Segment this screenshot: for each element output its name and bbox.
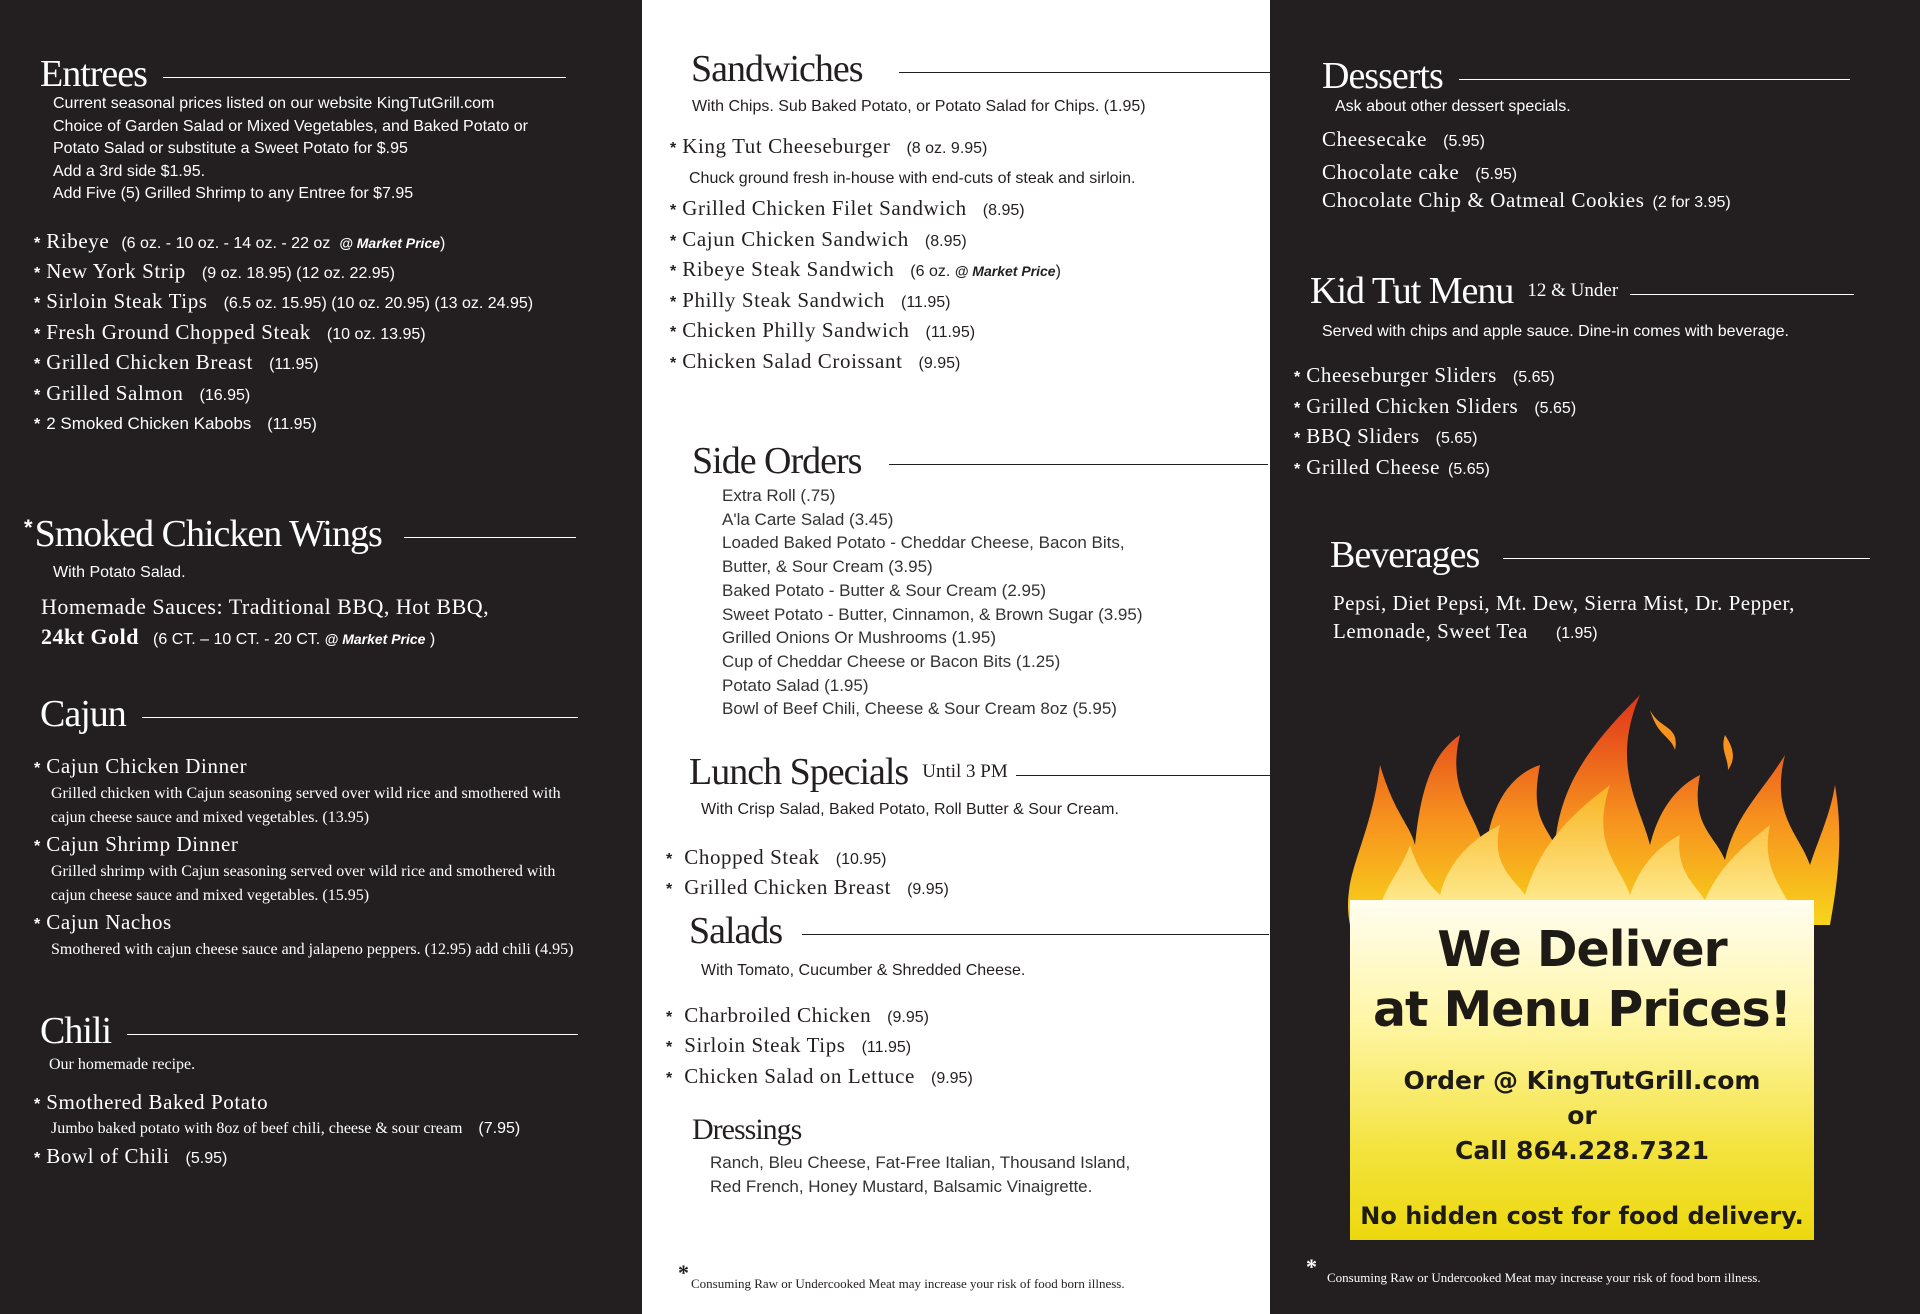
order-link[interactable]: Order @ KingTutGrill.com (1403, 1066, 1761, 1095)
item-price: (6 oz. - 10 oz. - 14 oz. - 22 oz @ Market Price) (121, 235, 446, 252)
item-name: Chicken Salad Croissant (682, 349, 903, 373)
flames-illustration (1340, 695, 1840, 925)
divider (127, 1034, 578, 1035)
salads-heading (689, 912, 1269, 950)
intro-line: Add a 3rd side $1.95. (53, 162, 206, 180)
delivery-promo (1350, 900, 1814, 1240)
lunch-subtitle: With Crisp Salad, Baked Potato, Roll Butter & Sour Cream. (701, 801, 1119, 818)
divider (1503, 558, 1870, 559)
divider (1630, 294, 1854, 295)
menu-item-cajun-shrimp-dinner: * Cajun Shrimp Dinner (34, 832, 239, 856)
menu-item-new-york-strip: * New York Strip (9 oz. 18.95) (12 oz. 22.95) (34, 259, 395, 283)
menu-item-grilled-chicken-breast: * Grilled Chicken Breast (11.95) (34, 350, 319, 374)
item-name: Grilled Chicken Breast (46, 350, 254, 374)
item-price: (8 oz. 9.95) (906, 140, 988, 157)
divider (163, 77, 566, 78)
desserts-heading (1322, 57, 1850, 95)
item-name: Chicken Salad on Lettuce (684, 1064, 915, 1088)
menu-item-cajun-chicken-sandwich: * Cajun Chicken Sandwich (8.95) (670, 227, 967, 251)
menu-item-cheeseburger-sliders: * Cheeseburger Sliders (5.65) (1294, 363, 1555, 387)
lunch-specials-heading (689, 753, 1274, 791)
item-price: (8.95) (982, 202, 1025, 219)
entrees-heading (40, 55, 566, 93)
menu-item-smothered-baked-potato: * Smothered Baked Potato (34, 1090, 269, 1114)
item-name: Sirloin Steak Tips (46, 289, 208, 313)
item-price: (9 oz. 18.95) (12 oz. 22.95) (201, 265, 395, 282)
menu-item-king-tut-cheeseburger: * King Tut Cheeseburger (8 oz. 9.95) (670, 134, 988, 158)
wings-subtitle: With Potato Salad. (53, 564, 186, 581)
dressings-list: Ranch, Bleu Cheese, Fat-Free Italian, Thousand Island, Red French, Honey Mustard, Balsamic Vinaigrette. (710, 1153, 1131, 1196)
item-price: (5.95) (185, 1150, 228, 1167)
chili-title: Chili (40, 1010, 112, 1052)
item-name: Chicken Philly Sandwich (682, 318, 910, 342)
item-price: (9.95) (887, 1009, 929, 1026)
chili-heading (40, 1012, 578, 1050)
item-name: Cajun Shrimp Dinner (46, 832, 239, 856)
menu-item-grilled-chicken-sliders: * Grilled Chicken Sliders (5.65) (1294, 394, 1577, 418)
item-price: (6 oz. @ Market Price) (910, 263, 1061, 280)
food-safety-disclaimer: * Consuming Raw or Undercooked Meat may increase your risk of food born illness. (678, 1260, 1125, 1291)
item-name: Grilled Cheese (1306, 455, 1441, 479)
item-price: (11.95) (267, 416, 317, 433)
list-item: Sweet Potato - Butter, Cinnamon, & Brown Sugar (3.95) (722, 604, 1143, 624)
menu-item-grilled-salmon: * Grilled Salmon (16.95) (34, 381, 251, 405)
promo-footer: No hidden cost for food delivery. (1360, 1202, 1804, 1230)
divider (404, 537, 576, 538)
item-price: (5.65) (1448, 461, 1490, 478)
menu-item-lunch-chopped-steak: * Chopped Steak (10.95) (666, 845, 887, 869)
list-item: Loaded Baked Potato - Cheddar Cheese, Bacon Bits, (722, 533, 1125, 553)
cajun-heading (40, 695, 578, 733)
divider (1016, 775, 1274, 776)
divider (899, 72, 1271, 73)
intro-line: Current seasonal prices listed on our website KingTutGrill.com (53, 95, 495, 112)
item-description: Jumbo baked potato with 8oz of beef chili, cheese & sour cream (7.95) (51, 1120, 521, 1137)
item-description: Grilled shrimp with Cajun seasoning served over wild rice and smothered with cajun cheese sauce and mixed vegetables. (15.95) (51, 863, 556, 904)
entrees-intro (53, 93, 528, 206)
menu-item-charbroiled-chicken: * Charbroiled Chicken (9.95) (666, 1003, 929, 1027)
entrees-title: Entrees (40, 53, 147, 95)
menu-item-cajun-chicken-dinner: * Cajun Chicken Dinner (34, 754, 248, 778)
list-item: A'la Carte Salad (3.45) (722, 509, 894, 529)
menu-item-bbq-sliders: * BBQ Sliders (5.65) (1294, 424, 1478, 448)
menu-item-ribeye: * Ribeye (6 oz. - 10 oz. - 14 oz. - 22 oz @ Market Price) (34, 229, 446, 253)
menu-item-chicken-salad-croissant: * Chicken Salad Croissant (9.95) (670, 349, 961, 373)
kids-menu-heading (1310, 272, 1854, 310)
menu-item-chocolate-cake (1322, 160, 1517, 185)
item-name: Philly Steak Sandwich (682, 288, 885, 312)
left-panel (0, 0, 642, 1314)
sandwiches-heading (691, 50, 1271, 88)
item-name: 2 Smoked Chicken Kabobs (46, 414, 252, 433)
item-name: Grilled Chicken Sliders (1306, 394, 1519, 418)
item-price: (6.5 oz. 15.95) (10 oz. 20.95) (13 oz. 24.95) (223, 295, 534, 312)
side-orders-heading (692, 442, 1268, 480)
item-name: Fresh Ground Chopped Steak (46, 320, 311, 344)
item-name: Ribeye (46, 229, 110, 253)
lunch-specials-title: Lunch Specials (689, 751, 909, 793)
kids-menu-title: Kid Tut Menu (1310, 270, 1514, 312)
menu-item-lunch-grilled-chicken: * Grilled Chicken Breast (9.95) (666, 875, 949, 899)
item-price: (5.95) (1475, 166, 1518, 183)
burger-note: Chuck ground fresh in-house with end-cuts of steak and sirloin. (689, 170, 1136, 187)
item-name: Grilled Chicken Filet Sandwich (682, 196, 967, 220)
sandwiches-subtitle: With Chips. Sub Baked Potato, or Potato Salad for Chips. (1.95) (692, 98, 1146, 115)
item-name: BBQ Sliders (1306, 424, 1420, 448)
item-price: (5.65) (1435, 430, 1478, 447)
item-price: (16.95) (199, 387, 251, 404)
beverages-list: Pepsi, Diet Pepsi, Mt. Dew, Sierra Mist, Dr. Pepper, Lemonade, Sweet Tea (1.95) (1333, 591, 1795, 643)
salads-title: Salads (689, 910, 783, 952)
beverages-title: Beverages (1330, 534, 1480, 576)
promo-headline: We Deliver at Menu Prices! (1372, 921, 1792, 1038)
salads-subtitle: With Tomato, Cucumber & Shredded Cheese. (701, 962, 1026, 979)
lunch-until: Until 3 PM (922, 761, 1008, 782)
item-price: (11.95) (925, 324, 976, 341)
item-price: (11.95) (269, 356, 319, 373)
item-price: (11.95) (861, 1039, 912, 1056)
phone-number[interactable]: Call 864.228.7321 (1454, 1136, 1709, 1165)
item-price: (11.95) (901, 294, 951, 311)
side-orders-list (722, 484, 1143, 721)
promo-or: or (1567, 1101, 1597, 1130)
item-price: (10.95) (835, 851, 887, 868)
menu-item-bowl-of-chili: * Bowl of Chili (5.95) (34, 1144, 228, 1168)
desserts-title: Desserts (1322, 55, 1443, 97)
list-item: Butter, & Sour Cream (3.95) (722, 557, 933, 577)
menu-item-cookies (1322, 188, 1731, 213)
menu-item-philly-steak-sandwich: * Philly Steak Sandwich (11.95) (670, 288, 951, 312)
menu-item-chicken-kabobs: * 2 Smoked Chicken Kabobs (11.95) (34, 414, 317, 433)
list-item: Extra Roll (.75) (722, 486, 836, 505)
wings-sauces: Homemade Sauces: Traditional BBQ, Hot BBQ, 24kt Gold (6 CT. – 10 CT. - 20 CT. @ Market Price ) (41, 594, 490, 649)
middle-panel (642, 0, 1270, 1314)
sandwiches-title: Sandwiches (691, 48, 863, 90)
item-name: New York Strip (46, 259, 186, 283)
item-description: Smothered with cajun cheese sauce and jalapeno peppers. (12.95) add chili (4.95) (51, 941, 574, 958)
kids-subtitle: Served with chips and apple sauce. Dine-in comes with beverage. (1322, 323, 1789, 340)
item-name: Chopped Steak (684, 845, 820, 869)
intro-line: Potato Salad or substitute a Sweet Potato for $.95 (53, 140, 408, 157)
item-name: Grilled Salmon (46, 381, 184, 405)
item-price: (8.95) (924, 233, 967, 250)
menu-item-cajun-nachos: * Cajun Nachos (34, 910, 172, 934)
item-name: Bowl of Chili (46, 1144, 170, 1168)
chili-subtitle: Our homemade recipe. (49, 1056, 196, 1073)
menu-item-chicken-philly-sandwich: * Chicken Philly Sandwich (11.95) (670, 318, 976, 342)
item-name: Cheeseburger Sliders (1306, 363, 1497, 387)
item-price: (10 oz. 13.95) (326, 326, 426, 343)
menu-item-grilled-chicken-filet: * Grilled Chicken Filet Sandwich (8.95) (670, 196, 1025, 220)
cajun-title: Cajun (40, 693, 126, 735)
divider (142, 717, 578, 718)
item-price: (9.95) (907, 881, 949, 898)
divider (889, 464, 1268, 465)
dressings-heading (692, 1115, 801, 1145)
item-price: (5.65) (1534, 400, 1577, 417)
kids-age: 12 & Under (1527, 280, 1619, 301)
item-name: Chocolate cake (1322, 160, 1460, 184)
menu-item-salad-sirloin-tips: * Sirloin Steak Tips (11.95) (666, 1033, 912, 1057)
item-name: Charbroiled Chicken (684, 1003, 872, 1027)
divider (1459, 79, 1850, 80)
intro-line: Add Five (5) Grilled Shrimp to any Entree for $7.95 (53, 185, 414, 202)
list-item: Cup of Cheddar Cheese or Bacon Bits (1.25) (722, 651, 1061, 671)
list-item: Baked Potato - Butter & Sour Cream (2.95) (722, 580, 1047, 600)
item-name: Cajun Nachos (46, 910, 172, 934)
item-price: (5.95) (1443, 133, 1485, 150)
item-price: (2 for 3.95) (1652, 194, 1731, 211)
item-price: (9.95) (918, 355, 961, 372)
item-name: Cajun Chicken Dinner (46, 754, 248, 778)
wings-title: Smoked Chicken Wings (34, 513, 382, 555)
side-orders-title: Side Orders (692, 440, 862, 482)
item-name: Cajun Chicken Sandwich (682, 227, 909, 251)
item-price: (5.65) (1512, 369, 1555, 386)
list-item: Grilled Onions Or Mushrooms (1.95) (722, 628, 996, 648)
dressings-title: Dressings (692, 1113, 802, 1146)
menu-item-ribeye-steak-sandwich: * Ribeye Steak Sandwich (6 oz. @ Market Price) (670, 257, 1061, 281)
beverages-heading (1330, 536, 1870, 574)
list-item: Bowl of Beef Chili, Cheese & Sour Cream 8oz (5.95) (722, 699, 1117, 719)
menu-item-sirloin-steak-tips: * Sirloin Steak Tips (6.5 oz. 15.95) (10 oz. 20.95) (13 oz. 24.95) (34, 289, 534, 313)
item-name: Cheesecake (1322, 127, 1428, 151)
menu-item-chopped-steak: * Fresh Ground Chopped Steak (10 oz. 13.95) (34, 320, 426, 344)
menu-item-chicken-salad-lettuce: * Chicken Salad on Lettuce (9.95) (666, 1064, 973, 1088)
item-name: Smothered Baked Potato (46, 1090, 269, 1114)
food-safety-disclaimer: * Consuming Raw or Undercooked Meat may increase your risk of food born illness. (1306, 1254, 1761, 1285)
wings-heading: * Smoked Chicken Wings (24, 515, 576, 553)
item-name: King Tut Cheeseburger (682, 134, 891, 158)
item-description: Grilled chicken with Cajun seasoning served over wild rice and smothered with cajun cheese sauce and mixed vegetables. (13.95) (51, 785, 561, 826)
item-name: Ribeye Steak Sandwich (682, 257, 895, 281)
item-name: Sirloin Steak Tips (684, 1033, 846, 1057)
desserts-subtitle: Ask about other dessert specials. (1335, 98, 1571, 115)
divider (802, 934, 1269, 935)
menu-item-cheesecake (1322, 127, 1485, 152)
intro-line: Choice of Garden Salad or Mixed Vegetables, and Baked Potato or (53, 117, 528, 135)
item-name: Grilled Chicken Breast (684, 875, 892, 899)
list-item: Potato Salad (1.95) (722, 675, 869, 695)
item-price: (9.95) (930, 1070, 973, 1087)
item-name: Chocolate Chip & Oatmeal Cookies (1322, 188, 1645, 212)
menu-item-grilled-cheese: * Grilled Cheese (5.65) (1294, 455, 1490, 479)
